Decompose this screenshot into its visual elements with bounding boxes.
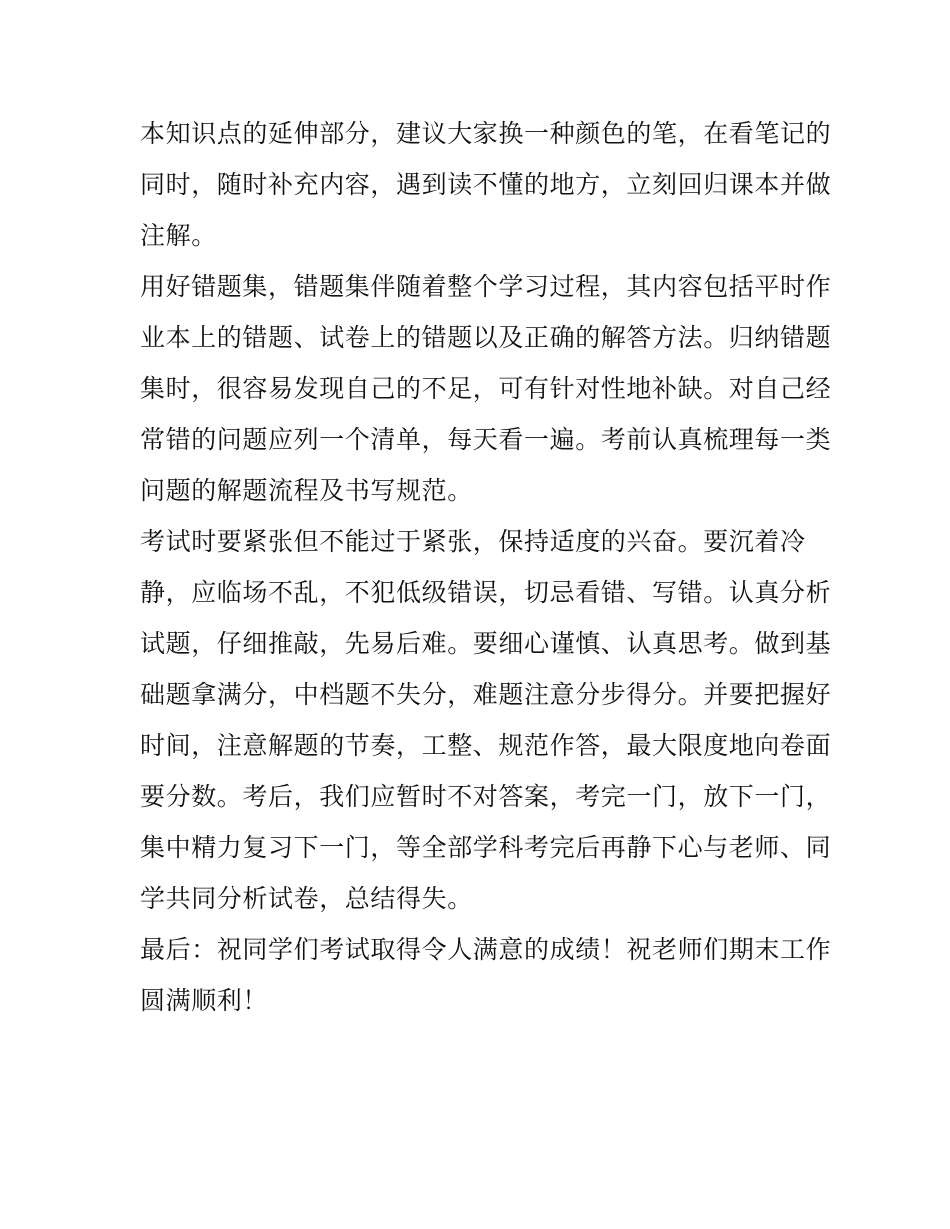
text-line: 考试时要紧张但不能过于紧张，保持适度的兴奋。要沉着冷 bbox=[140, 527, 806, 556]
paragraph-note-extension bbox=[140, 108, 832, 261]
text-line: 注解。 bbox=[140, 221, 217, 250]
document-page bbox=[140, 108, 832, 1026]
text-line: 试题，仔细推敲，先易后难。要细心谨慎、认真思考。做到基 bbox=[140, 629, 832, 658]
text-line: 圆满顺利！ bbox=[140, 986, 269, 1015]
text-line: 时间，注意解题的节奏，工整、规范作答，最大限度地向卷面 bbox=[140, 731, 832, 760]
text-line: 要分数。考后，我们应暂时不对答案，考完一门，放下一门， bbox=[140, 782, 832, 811]
paragraph-error-notebook bbox=[140, 261, 832, 516]
text-line: 最后：祝同学们考试取得令人满意的成绩！祝老师们期末工作 bbox=[140, 935, 832, 964]
text-line: 业本上的错题、试卷上的错题以及正确的解答方法。归纳错题 bbox=[140, 323, 832, 352]
text-line: 用好错题集，错题集伴随着整个学习过程，其内容包括平时作 bbox=[140, 272, 832, 301]
text-line: 本知识点的延伸部分，建议大家换一种颜色的笔，在看笔记的 bbox=[140, 119, 832, 148]
text-line: 集中精力复习下一门，等全部学科考完后再静下心与老师、同 bbox=[140, 833, 832, 862]
text-line: 础题拿满分，中档题不失分，难题注意分步得分。并要把握好 bbox=[140, 680, 832, 709]
paragraph-closing-wishes bbox=[140, 924, 832, 1026]
text-line: 集时，很容易发现自己的不足，可有针对性地补缺。对自己经 bbox=[140, 374, 832, 403]
text-line: 常错的问题应列一个清单，每天看一遍。考前认真梳理每一类 bbox=[140, 425, 832, 454]
text-line: 学共同分析试卷，总结得失。 bbox=[140, 884, 473, 913]
text-line: 问题的解题流程及书写规范。 bbox=[140, 476, 473, 505]
paragraph-exam-attitude bbox=[140, 516, 832, 924]
text-line: 同时，随时补充内容，遇到读不懂的地方，立刻回归课本并做 bbox=[140, 170, 832, 199]
text-line: 静，应临场不乱，不犯低级错误，切忌看错、写错。认真分析 bbox=[140, 578, 832, 607]
